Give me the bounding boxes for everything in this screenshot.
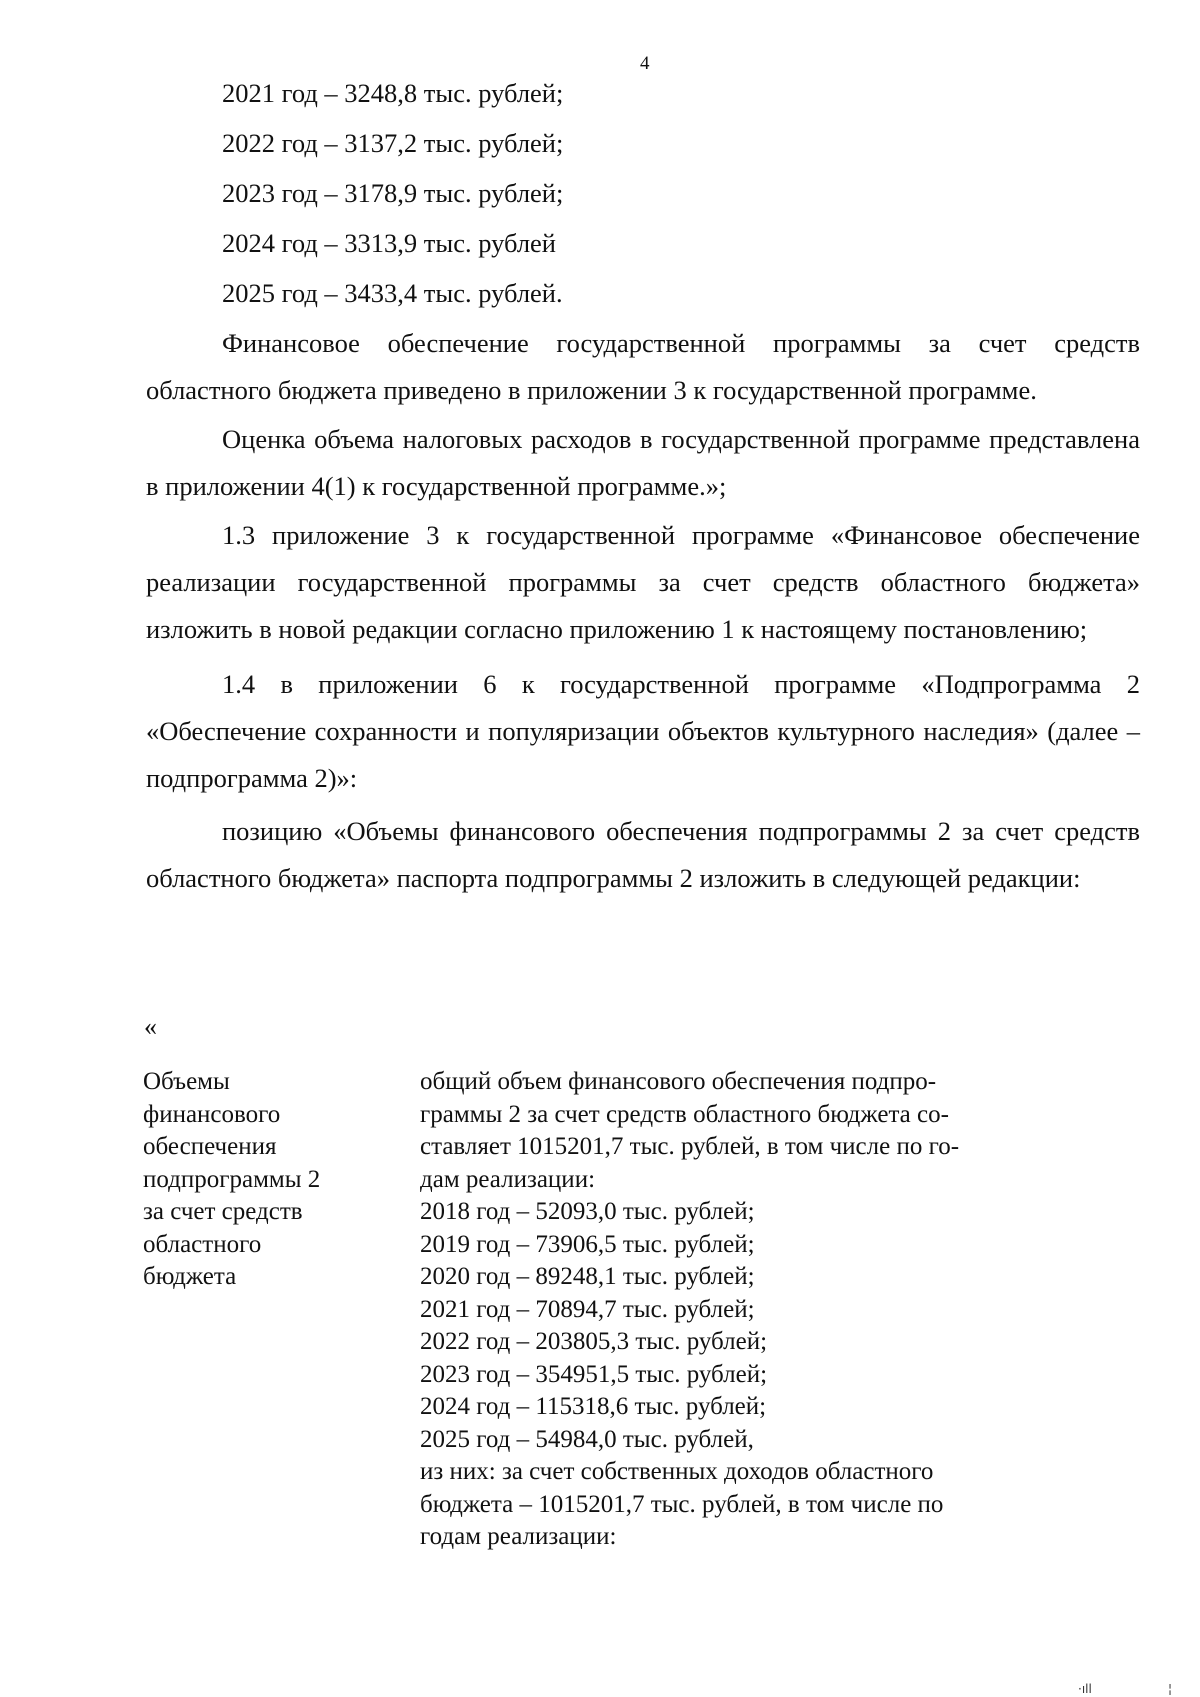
passport-label-line: обеспечения [143, 1133, 277, 1160]
passport-value-line: 2022 год – 203805,3 тыс. рублей; [420, 1328, 768, 1355]
document-body [146, 320, 1140, 902]
year-line: 2023 год – 3178,9 тыс. рублей; [222, 178, 564, 208]
passport-label-line: за счет средств [143, 1198, 303, 1225]
passport-value-line: годам реализации: [420, 1523, 617, 1550]
paragraph-item-1-3: 1.3 приложение 3 к государственной программе «Финансовое обеспечение реализации государственной программы за счет средств областного бюджета» изложить в новой редакции согласно приложению 1 к настоящему постановлению; [146, 520, 1140, 644]
passport-label-line: бюджета [143, 1263, 237, 1290]
passport-value-line: ставляет 1015201,7 тыс. рублей, в том числе по го- [420, 1133, 960, 1160]
scan-artifact-mark: ·ıll [1078, 1682, 1092, 1696]
page-number: 4 [640, 53, 650, 74]
passport-label-line: областного [143, 1230, 262, 1258]
year-funding-list [222, 74, 1022, 324]
year-line: 2025 год – 3433,4 тыс. рублей. [222, 278, 563, 308]
paragraph-tax-expenses: Оценка объема налоговых расходов в государственной программе представлена в приложении 4(1) к государственной программе.»; [146, 424, 1140, 501]
passport-value-line: 2025 год – 54984,0 тыс. рублей, [420, 1425, 754, 1453]
opening-quote: « [144, 1012, 157, 1041]
passport-label-line: финансового [143, 1100, 281, 1128]
paragraph-item-1-4: 1.4 в приложении 6 к государственной программе «Подпрограмма 2 «Обеспечение сохранности и популяризации объектов культурного наследия» (далее – подпрограмма 2)»: [146, 669, 1140, 793]
passport-value-line: общий объем финансового обеспечения подпро- [420, 1068, 937, 1095]
passport-value-line: граммы 2 за счет средств областного бюджета со- [420, 1100, 949, 1128]
year-line: 2022 год – 3137,2 тыс. рублей; [222, 128, 564, 158]
passport-value-line: 2024 год – 115318,6 тыс. рублей; [420, 1393, 767, 1420]
year-line: 2024 год – 3313,9 тыс. рублей [222, 228, 556, 258]
passport-value-line: 2020 год – 89248,1 тыс. рублей; [420, 1263, 755, 1290]
passport-value [420, 1066, 1120, 1554]
passport-value-line: дам реализации: [420, 1165, 596, 1193]
passport-value-line: из них: за счет собственных доходов областного [420, 1458, 934, 1485]
year-line: 2021 год – 3248,8 тыс. рублей; [222, 78, 564, 108]
passport-value-line: 2023 год – 354951,5 тыс. рублей; [420, 1360, 768, 1388]
scan-artifact-mark: ¦ [1168, 1682, 1173, 1696]
passport-value-line: 2021 год – 70894,7 тыс. рублей; [420, 1295, 755, 1323]
paragraph-financing: Финансовое обеспечение государственной программы за счет средств областного бюджета приведено в приложении 3 к государственной программе. [146, 328, 1140, 405]
paragraph-position: позицию «Объемы финансового обеспечения подпрограммы 2 за счет средств областного бюджета» паспорта подпрограммы 2 изложить в следующей редакции: [146, 816, 1140, 893]
passport-label [143, 1066, 373, 1294]
passport-label-line: подпрограммы 2 [143, 1165, 321, 1193]
passport-value-line: 2019 год – 73906,5 тыс. рублей; [420, 1230, 755, 1258]
passport-value-line: 2018 год – 52093,0 тыс. рублей; [420, 1198, 755, 1225]
passport-value-line: бюджета – 1015201,7 тыс. рублей, в том числе по [420, 1490, 944, 1518]
passport-label-line: Объемы [143, 1068, 230, 1095]
